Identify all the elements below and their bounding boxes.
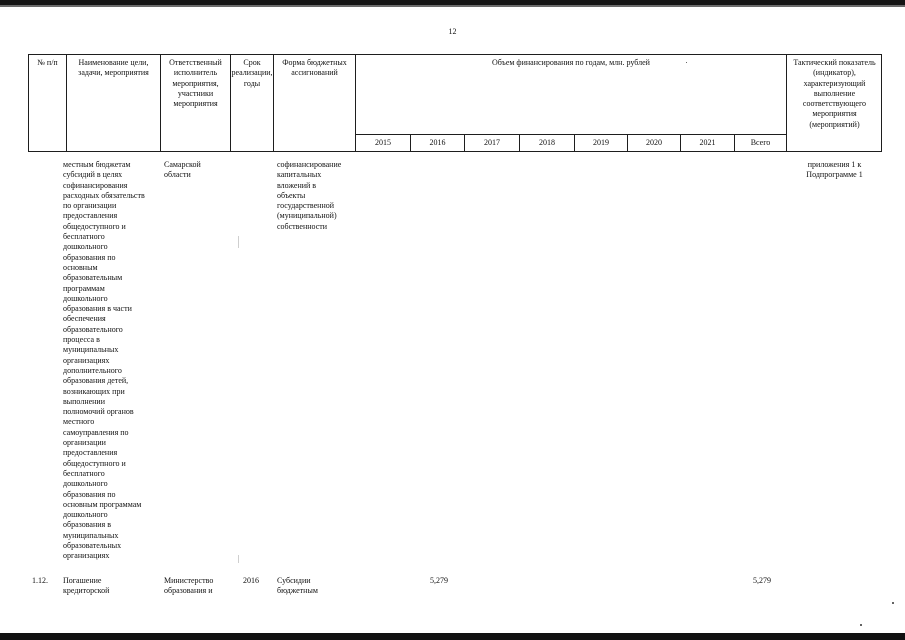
header-name: Наименование цели, задачи, мероприятия: [78, 58, 149, 78]
scan-speck: [860, 624, 862, 626]
continued-row-form: софинансирование капитальных вложений в объекты государственной (муниципальной) собственности: [277, 160, 342, 231]
header-year-2020: 2020: [646, 138, 662, 147]
row-1-12-value-2016: 5,279: [430, 576, 448, 585]
continued-row-name: местным бюджетам субсидий в целях софинансирования расходных обязательств по организации предоставления общедоступного и бесплатного дошкольного образования по основным образовательным программам дошкольного образования в части обеспечения образовательного процесса в муниципальных организациях дополнительного образования детей, возникающих при выполнении полномочий органов местного самоуправления по организации предоставления общедоступного и бесплатного дошкольного образования по основным программам дошкольного образования в муниципальных образовательных организациях: [63, 160, 145, 561]
scan-faint-line: [238, 236, 239, 248]
years-row-line: [355, 134, 786, 135]
header-top-line: [28, 54, 882, 55]
row-1-12-form: Субсидии бюджетным: [277, 576, 318, 596]
header-year-2021: 2021: [699, 138, 716, 147]
scan-speck: [892, 602, 894, 604]
scan-bottom-border: [0, 633, 905, 640]
header-year-2016: 2016: [429, 138, 446, 147]
header-year-2017: 2017: [484, 138, 500, 147]
continued-row-indicator: приложения 1 к Подпрограмме 1: [806, 160, 863, 180]
row-1-12-term: 2016: [243, 576, 259, 585]
header-total: Всего: [750, 138, 771, 147]
header-term: Срок реализации, годы: [231, 58, 273, 88]
header-year-2018: 2018: [539, 138, 555, 147]
header-funding: Объем финансирования по годам, млн. рублей: [492, 58, 650, 67]
col-line-left: [28, 54, 29, 152]
row-1-12-name: Погашение кредиторской: [63, 576, 110, 596]
header-num: № п/п: [37, 58, 58, 67]
scan-faint-line: [238, 555, 239, 563]
header-year-2019: 2019: [593, 138, 609, 147]
header-responsible: Ответственный исполнитель мероприятия, участники мероприятия: [169, 58, 222, 109]
row-1-12-responsible: Министерство образования и: [164, 576, 214, 596]
header-form: Форма бюджетных ассигнований: [282, 58, 347, 78]
continued-row-responsible: Самарской области: [164, 160, 201, 180]
header-year-2015: 2015: [375, 138, 391, 147]
page-number: 12: [448, 27, 457, 36]
scan-top-border-thin: [0, 5, 905, 7]
header-indicator: Тактический показатель (индикатор), характеризующий выполнение соответствующего мероприятия (мероприятий): [793, 58, 876, 129]
row-1-12-num: 1.12.: [32, 576, 48, 585]
row-1-12-total: 5,279: [753, 576, 771, 585]
header-bottom-line: [28, 151, 882, 152]
scan-speck: [686, 62, 687, 63]
